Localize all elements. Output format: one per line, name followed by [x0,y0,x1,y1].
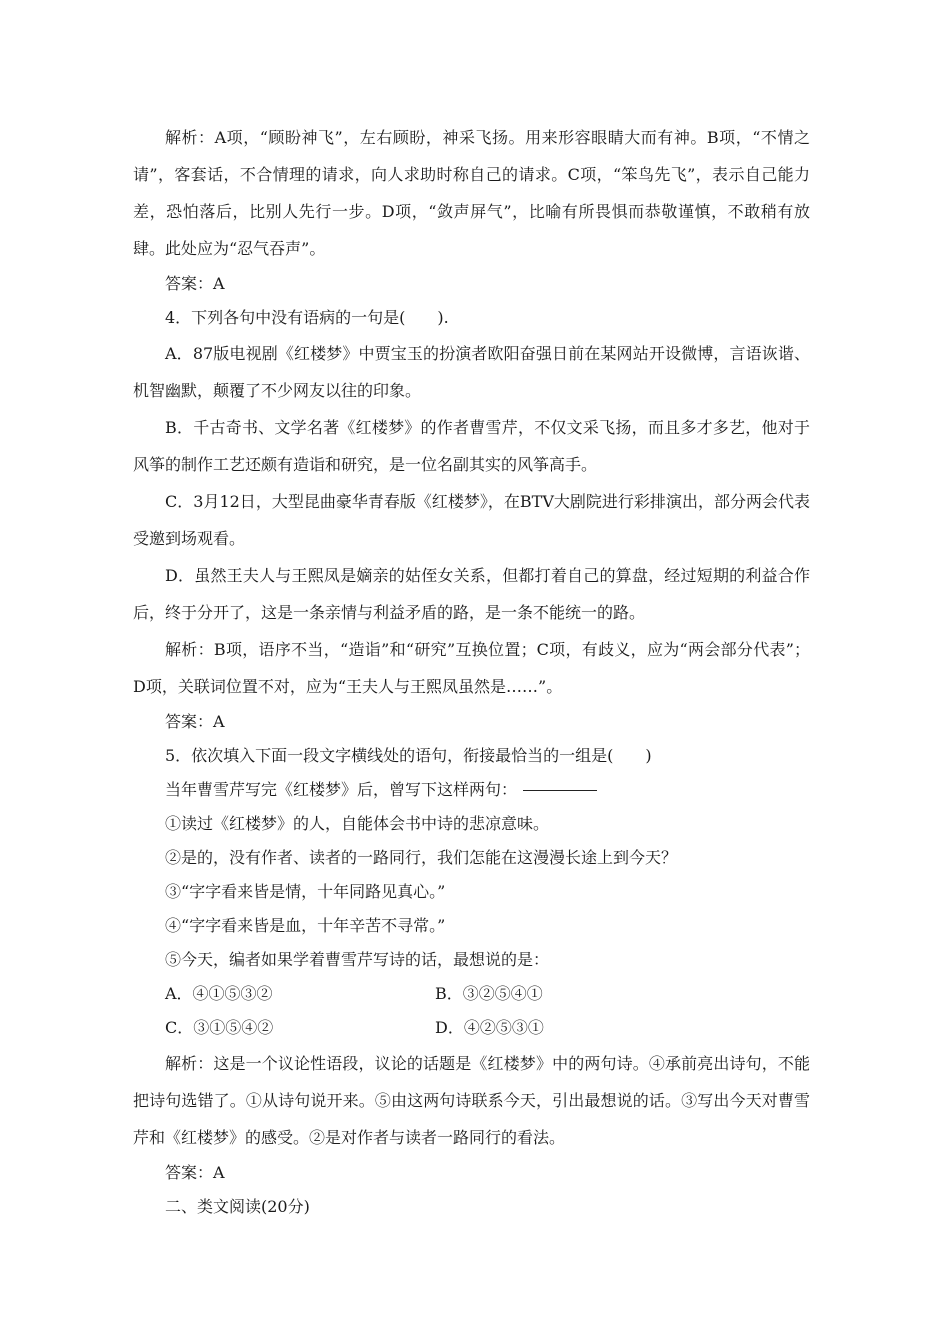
q5-item-4: ④“字字看来皆是血，十年辛苦不寻常。” [165,916,446,935]
q5-analysis: 解析：这是一个议论性语段，议论的话题是《红楼梦》中的两句诗。④承前亮出诗句，不能把诗句选错了。①从诗句说开来。⑤由这两句诗联系今天，引出最想说的话。③写出今天对曹雪芹和《红楼梦》的感受。②是对作者与读者一路同行的看法。 [133,1054,810,1147]
q4-option-a: A．87版电视剧《红楼梦》中贾宝玉的扮演者欧阳奋强日前在某网站开设微博，言语诙谐、机智幽默，颠覆了不少网友以往的印象。 [133,344,810,400]
q5-intro [133,773,810,807]
q4-option-c: C．3月12日，大型昆曲豪华青春版《红楼梦》，在BTV大剧院进行彩排演出，部分两会代表受邀到场观看。 [133,492,810,548]
fill-blank-line [523,790,597,791]
q3-analysis: 解析：A项，“顾盼神飞”，左右顾盼，神采飞扬。用来形容眼睛大而有神。B项，“不情之请”，客套话，不合情理的请求，向人求助时称自己的请求。C项，“笨鸟先飞”，表示自己能力差，恐怕落后，比别人先行一步。D项，“敛声屏气”，比喻有所畏惧而恭敬谨慎，不敢稍有放肆。此处应为“忍气吞声”。 [133,128,810,258]
q5-option-d: D．④②⑤③① [435,1018,544,1037]
q5-item-2: ②是的，没有作者、读者的一路同行，我们怎能在这漫漫长途上到今天？ [165,848,678,867]
q5-option-c: C．③①⑤④② [165,1018,274,1037]
q3-answer: 答案：A [165,274,225,293]
q5-option-a: A．④①⑤③② [165,984,273,1003]
q4-option-b: B．千古奇书、文学名著《红楼梦》的作者曹雪芹，不仅文采飞扬，而且多才多艺，他对于风筝的制作工艺还颇有造诣和研究，是一位名副其实的风筝高手。 [133,418,810,474]
q4-answer: 答案：A [165,712,225,731]
q4-stem: 4．下列各句中没有语病的一句是( ). [165,308,449,327]
q5-intro-text: 当年曹雪芹写完《红楼梦》后，曾写下这样两句： [165,780,518,799]
q4-analysis: 解析：B项，语序不当，“造诣”和“研究”互换位置；C项，有歧义，应为“两会部分代表”；D项，关联词位置不对，应为“王夫人与王熙凤虽然是……”。 [133,640,810,696]
q5-item-1: ①读过《红楼梦》的人，自能体会书中诗的悲凉意味。 [165,814,550,833]
q5-item-5: ⑤今天，编者如果学着曹雪芹写诗的话，最想说的是： [165,950,550,969]
q5-stem: 5．依次填入下面一段文字横线处的语句，衔接最恰当的一组是( ) [165,746,652,765]
q5-options-row-1 [133,977,810,1011]
q5-item-3: ③“字字看来皆是情，十年同路见真心。” [165,882,446,901]
q5-answer: 答案：A [165,1163,225,1182]
q4-option-d: D．虽然王夫人与王熙凤是嫡亲的姑侄女关系，但都打着自己的算盘，经过短期的利益合作后，终于分开了，这是一条亲情与利益矛盾的路，是一条不能统一的路。 [133,566,810,622]
q5-option-b: B．③②⑤④① [435,984,543,1003]
q5-options-row-2 [133,1011,810,1045]
section-2-heading: 二、类文阅读(20分) [165,1197,310,1216]
